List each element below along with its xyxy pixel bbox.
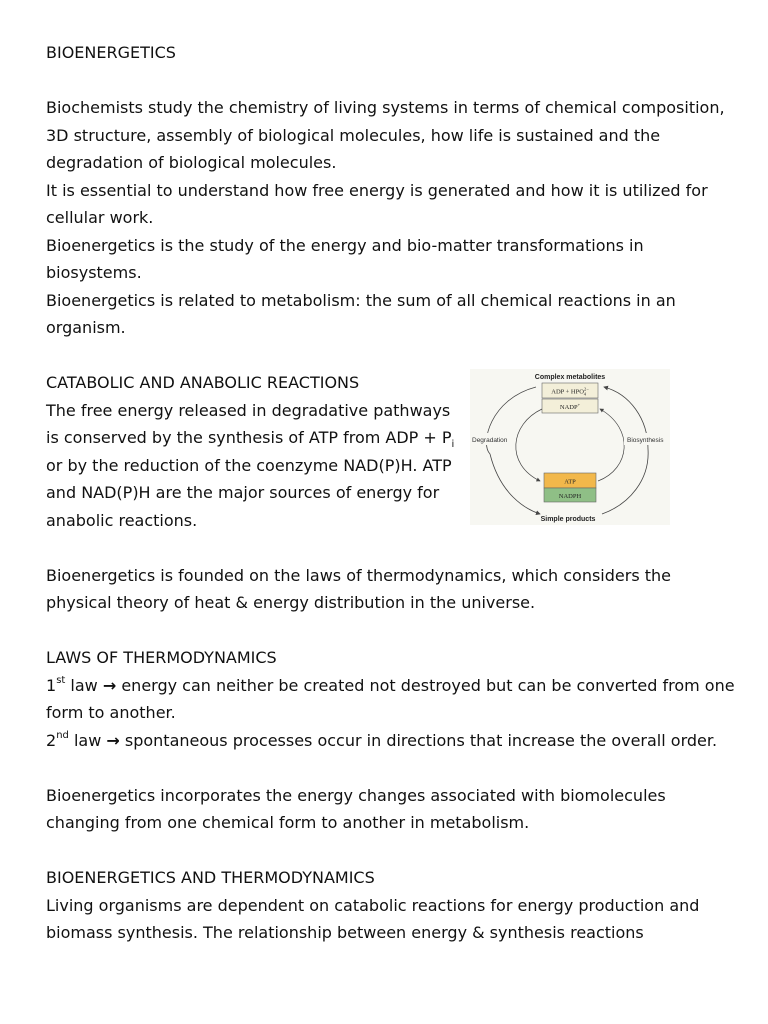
- metabolism-cycle-diagram: [470, 369, 670, 525]
- atp-label: ATP: [564, 478, 576, 486]
- bio-thermo-paragraph: Living organisms are dependent on catabolic reactions for energy production and biomass synthesis. The relationship between energy & synthesis reactions: [46, 895, 700, 942]
- laws-heading: LAWS OF THERMODYNAMICS: [46, 648, 277, 667]
- intro-paragraph-1: Biochemists study the chemistry of living systems in terms of chemical composition, 3D structure, assembly of biological molecules, how life is sustained and the degradation of biological molecules.: [46, 98, 725, 172]
- catabolic-paragraph: The free energy released in degradative pathways is conserved by the synthesis of ATP from ADP + $P_i$ or by the reduction of the coenzyme NAD(P)H. ATP and NAD(P)H are the major sources of energy for anabolic reactions.: [46, 400, 455, 530]
- second-law: 2nd law → spontaneous processes occur in directions that increase the overall order.: [46, 730, 718, 750]
- intro-paragraph-4: Bioenergetics is related to metabolism: the sum of all chemical reactions in an organism.: [46, 290, 676, 337]
- nadph-label: NADPH: [558, 493, 582, 500]
- bio-thermo-heading: BIOENERGETICS AND THERMODYNAMICS: [46, 868, 375, 887]
- arrow-icon: →: [106, 730, 120, 750]
- simple-products-label: Simple products: [540, 516, 596, 523]
- intro-paragraph-3: Bioenergetics is the study of the energy and bio-matter transformations in biosystems.: [46, 235, 644, 282]
- nadp-label: NADP+: [559, 402, 581, 411]
- biomolecules-paragraph: Bioenergetics incorporates the energy changes associated with biomolecules changing from one chemical form to another in metabolism.: [46, 785, 666, 832]
- document-body: [46, 39, 736, 947]
- complex-metabolites-label: Complex metabolites: [534, 374, 606, 381]
- catabolic-heading: CATABOLIC AND ANABOLIC REACTIONS: [46, 373, 360, 392]
- intro-paragraph-2: It is essential to understand how free energy is generated and how it is utilized for cellular work.: [46, 180, 708, 227]
- arrow-icon: →: [102, 675, 117, 695]
- first-law: 1st law → energy can neither be created not destroyed but can be converted from one form to another.: [46, 675, 735, 722]
- adp-label: ADP + $HPO^{2-}$ 4: [551, 386, 589, 397]
- degradation-label: Degradation: [472, 437, 508, 444]
- catabolic-section: [46, 369, 736, 534]
- biosynthesis-label: Biosynthesis: [627, 437, 664, 444]
- thermo-intro-paragraph: Bioenergetics is founded on the laws of thermodynamics, which considers the physical theory of heat & energy distribution in the universe.: [46, 565, 672, 612]
- main-heading: BIOENERGETICS: [46, 43, 176, 62]
